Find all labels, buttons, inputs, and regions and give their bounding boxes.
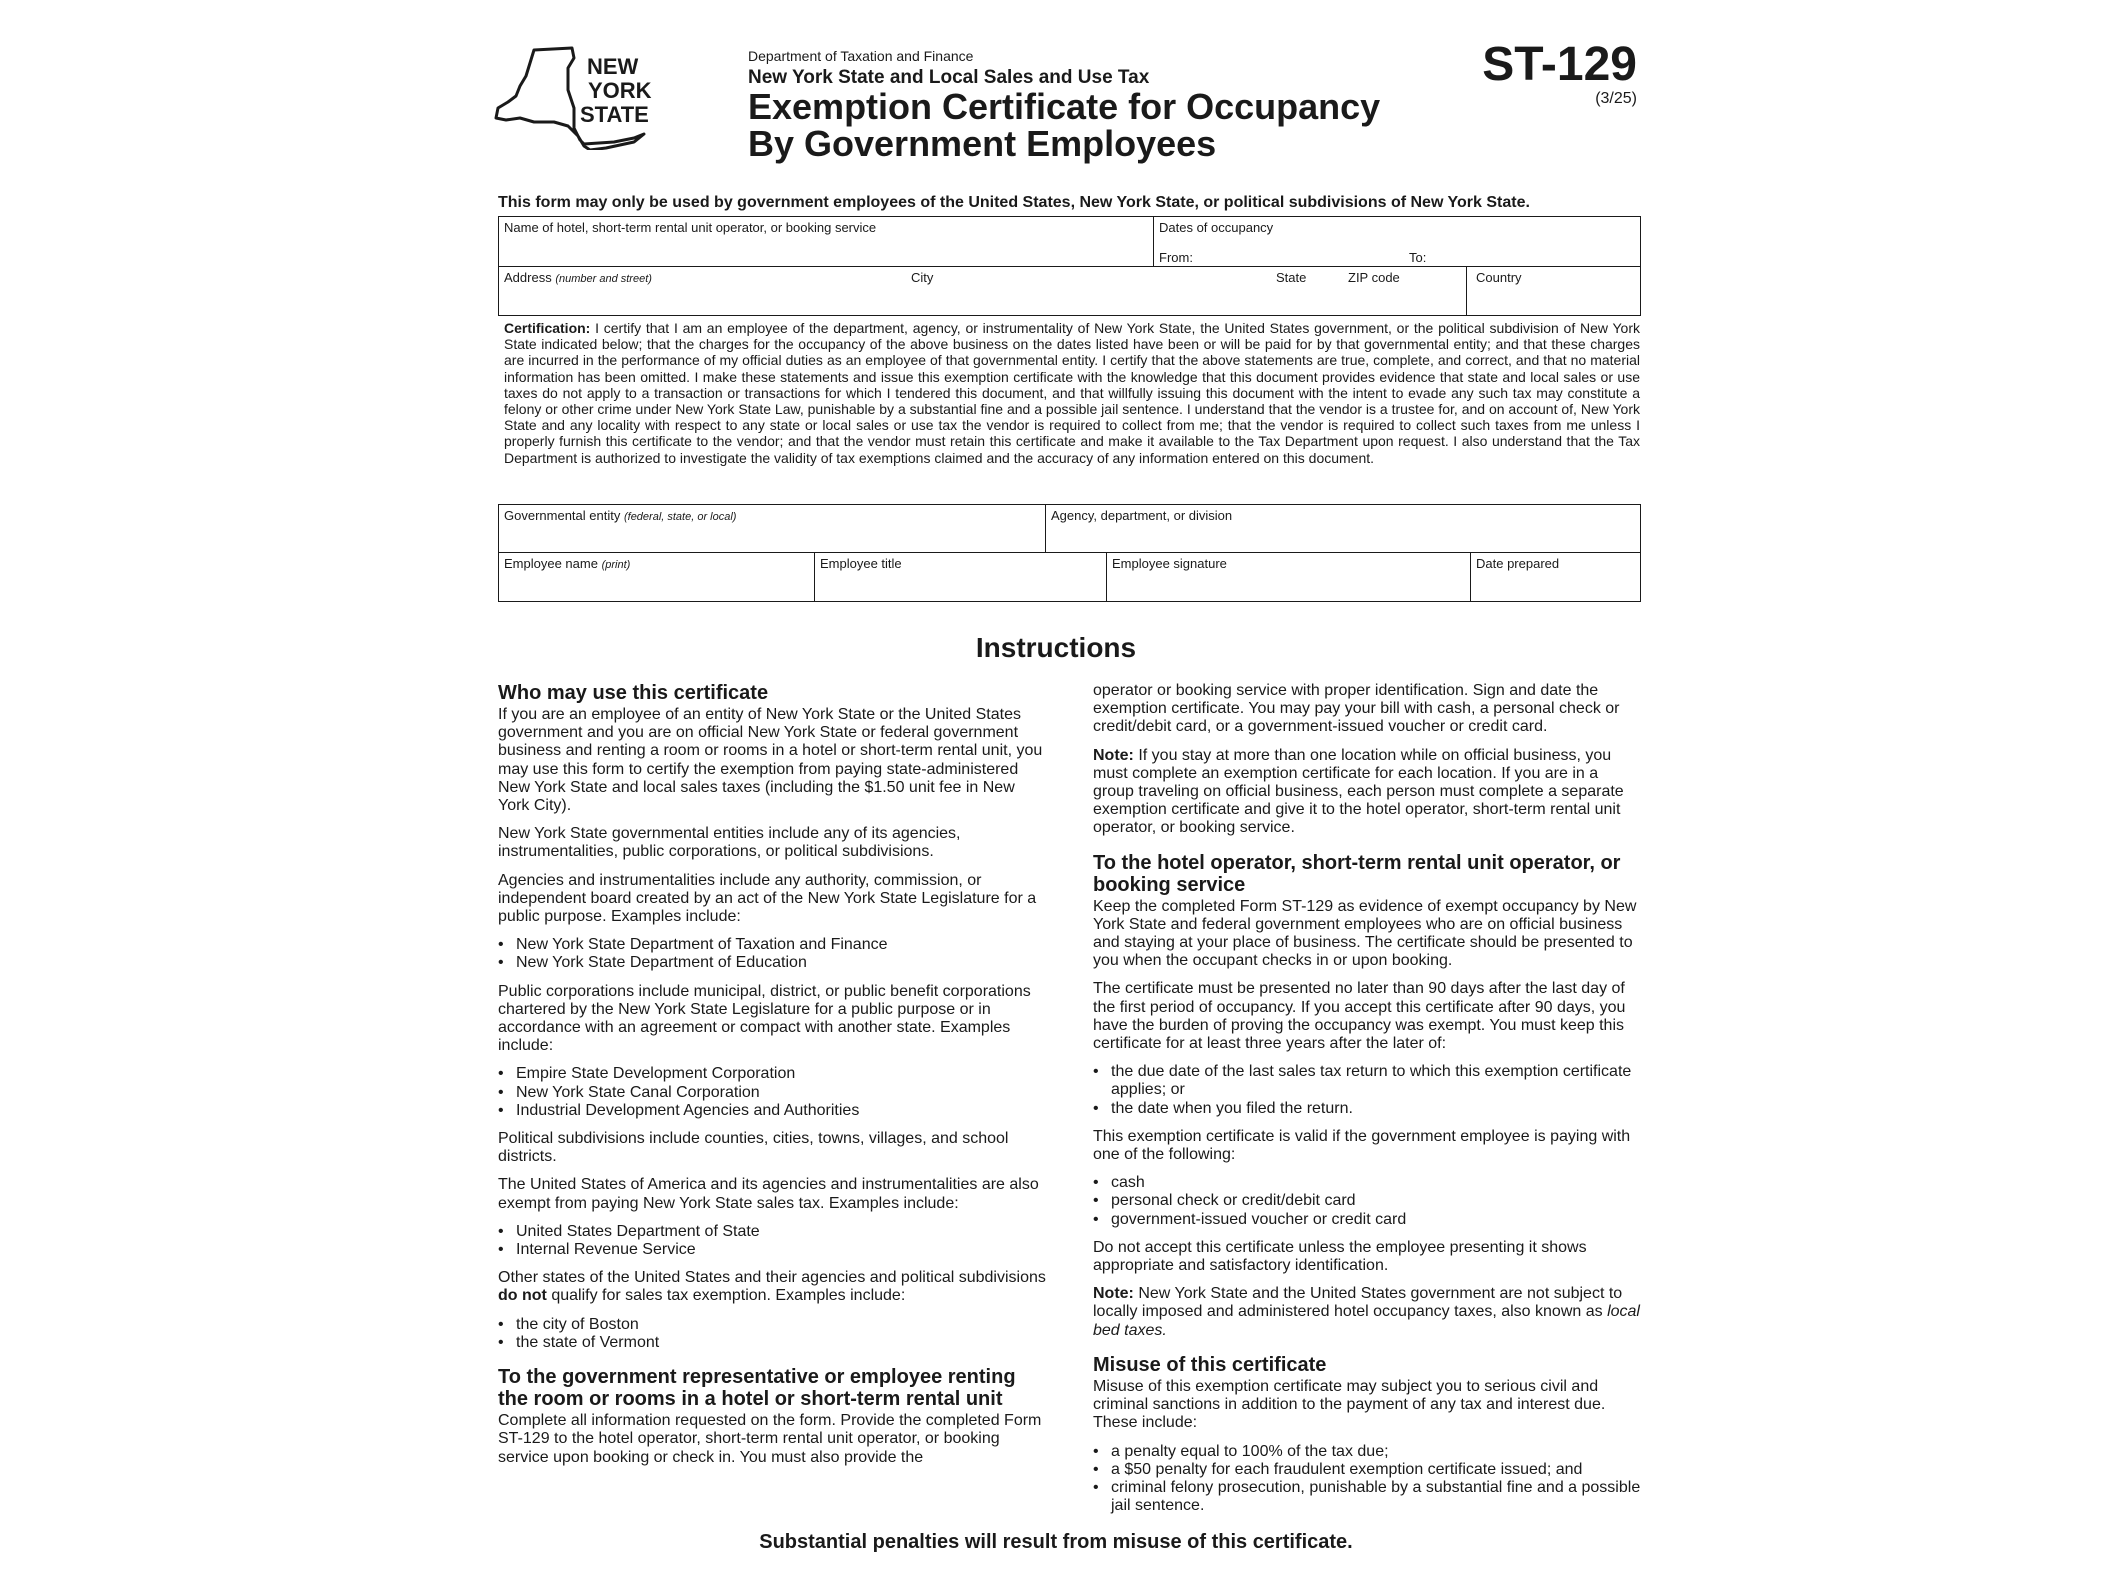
hotel-name-field[interactable]: Name of hotel, short-term rental unit operator, or booking service xyxy=(504,220,877,235)
misuse-penalties-list xyxy=(1093,1443,1641,1516)
date-to-field[interactable]: To: xyxy=(1409,250,1427,265)
logo-word-2: YORK xyxy=(588,78,652,103)
divider-line xyxy=(498,266,1641,267)
address-field[interactable] xyxy=(504,270,652,285)
address-label: Address xyxy=(504,270,552,285)
date-prepared-field[interactable]: Date prepared xyxy=(1476,556,1560,571)
who-paragraph: Agencies and instrumentalities include any authority, commission, or independent board created by an act of the New York State Legislature for a public purpose. Examples include: xyxy=(498,871,1037,926)
note-label: Note: xyxy=(1093,746,1134,764)
hotel-paragraph: This exemption certificate is valid if the government employee is paying with one of the following: xyxy=(1093,1127,1631,1164)
state-field[interactable]: State xyxy=(1276,270,1307,285)
governmental-entity-field[interactable] xyxy=(504,508,736,523)
hotel-paragraph: Do not accept this certificate unless the employee presenting it shows appropriate and satisfactory identification. xyxy=(1093,1238,1587,1275)
divider-line xyxy=(1153,216,1154,266)
agency-examples-list xyxy=(498,936,1046,972)
gov-entity-hint: (federal, state, or local) xyxy=(623,511,737,523)
form-number: ST-129 xyxy=(1482,38,1637,91)
list-item: • Internal Revenue Service xyxy=(498,1241,1046,1259)
penalty-footer: Substantial penalties will result from misuse of this certificate. xyxy=(759,1531,1353,1553)
form-revision: (3/25) xyxy=(1595,90,1637,107)
list-item: • criminal felony prosecution, punishable by a substantial fine and a possible jail sentence. xyxy=(1093,1479,1641,1515)
who-heading: Who may use this certificate xyxy=(498,682,769,704)
corporation-examples-list xyxy=(498,1065,1046,1120)
logo-word-1: NEW xyxy=(587,54,639,79)
certification-statement xyxy=(504,320,1640,466)
list-item: • New York State Canal Corporation xyxy=(498,1084,1046,1102)
list-item: • a penalty equal to 100% of the tax due; xyxy=(1093,1443,1641,1461)
federal-examples-list xyxy=(498,1223,1046,1259)
country-field[interactable]: Country xyxy=(1476,270,1522,285)
divider-line xyxy=(1045,504,1046,552)
who-paragraph: The United States of America and its agencies and instrumentalities are also exempt from paying New York State sales tax. Examples include: xyxy=(498,1176,1039,1212)
certification-text: I certify that I am an employee of the department, agency, or instrumentality of New York State, the United States government, or the political subdivision of New York State indicated below; that the charges for the occupancy of the above business on the dates listed have been or will be paid for by that governmental entity; and that these charges are incurred in the performance of my official duties as an employee of that governmental entity. I certify that the above statements are true, complete, and correct, and that no material information has been omitted. I make these statements and issue this exemption certificate with the knowledge that this document provides evidence that state and local sales or use taxes do not apply to a transaction or transactions for which I tendered this document, and that willfully issuing this document with the intent to evade any such tax may constitute a felony or other crime under New York State Law, punishable by a substantial fine and a possible jail sentence. I understand that the vendor is a trustee for, and on account of, New York State and any locality with respect to any state or local sales or use tax the vendor is required to collect from me; that the vendor is required to collect such taxes from me unless I properly furnish this certificate to the vendor; and that the vendor must retain this certificate and make it available to the Tax Department upon request. I also understand that the Tax Department is authorized to investigate the validity of tax exemptions claimed and the accuracy of any information entered on this document. xyxy=(504,320,1640,466)
dates-of-occupancy-label: Dates of occupancy xyxy=(1159,220,1274,235)
text-span: Other states of the United States and their agencies and political subdivisions xyxy=(498,1269,1046,1287)
representative-heading: To the government representative or employee renting the room or rooms in a hotel or short-term rental unit xyxy=(498,1366,1016,1411)
note-label: Note: xyxy=(1093,1285,1134,1303)
note-italic-text: local bed taxes. xyxy=(1093,1303,1640,1339)
list-item: • Empire State Development Corporation xyxy=(498,1065,1046,1083)
agency-field[interactable]: Agency, department, or division xyxy=(1051,508,1233,523)
list-item: • personal check or credit/debit card xyxy=(1093,1192,1641,1210)
instructions-title: Instructions xyxy=(975,632,1137,663)
gov-entity-label: Governmental entity xyxy=(504,508,621,523)
logo-word-3: STATE xyxy=(580,102,649,127)
text-span: qualify for sales tax exemption. Examples include: xyxy=(546,1287,906,1305)
employee-name-field[interactable] xyxy=(504,556,630,571)
who-paragraph: Political subdivisions include counties, cities, towns, villages, and school districts. xyxy=(498,1130,1009,1166)
who-paragraph xyxy=(498,1269,1046,1305)
list-item: • New York State Department of Taxation and Finance xyxy=(498,936,1046,954)
certification-heading: Certification: xyxy=(504,320,591,336)
divider-line xyxy=(1106,552,1107,602)
form-title-line-2: By Government Employees xyxy=(748,123,1217,164)
representative-continuation: operator or booking service with proper identification. Sign and date the exemption certificate. You may pay your bill with cash, a personal check or credit/debit card, or a government-issued voucher or credit card. xyxy=(1093,682,1620,736)
new-york-state-logo xyxy=(494,46,662,150)
who-paragraph: If you are an employee of an entity of New York State or the United States government and you are on official New York State or federal government business and renting a room or rooms in a hotel or short-term rental unit, you may use this form to certify the exemption from paying state-administered New York State and local sales taxes (including the $1.50 unit fee in New York City). xyxy=(498,706,1043,815)
date-from-field[interactable]: From: xyxy=(1159,250,1193,265)
misuse-heading: Misuse of this certificate xyxy=(1093,1353,1327,1376)
misuse-paragraph: Misuse of this exemption certificate may subject you to serious civil and criminal sanctions in addition to the payment of any tax and interest due. These include: xyxy=(1093,1377,1606,1432)
divider-line xyxy=(1466,266,1467,316)
list-item: • the date when you filed the return. xyxy=(1093,1100,1641,1118)
divider-line xyxy=(814,552,815,602)
non-qualifying-examples-list xyxy=(498,1316,1046,1352)
employee-title-field[interactable]: Employee title xyxy=(820,556,902,571)
list-item: • cash xyxy=(1093,1174,1641,1192)
list-item: • United States Department of State xyxy=(498,1223,1046,1241)
list-item: • a $50 penalty for each fraudulent exemption certificate issued; and xyxy=(1093,1461,1641,1479)
department-name: Department of Taxation and Finance xyxy=(748,48,974,64)
list-item: • government-issued voucher or credit card xyxy=(1093,1211,1641,1229)
representative-note xyxy=(1093,747,1641,838)
who-paragraph: Public corporations include municipal, district, or public benefit corporations chartered by the New York State Legislature for a public purpose or in accordance with an agreement or compact with another state. Examples include: xyxy=(498,982,1031,1055)
employee-signature-field[interactable]: Employee signature xyxy=(1112,556,1227,571)
employee-name-hint: (print) xyxy=(601,559,631,571)
hotel-note xyxy=(1093,1285,1641,1340)
city-field[interactable]: City xyxy=(911,270,934,285)
representative-paragraph: Complete all information requested on the form. Provide the completed Form ST-129 to the hotel operator, short-term rental unit operator, or booking service upon booking or check in. You must also provide the xyxy=(498,1412,1042,1466)
payment-methods-list xyxy=(1093,1174,1641,1229)
hotel-paragraph: The certificate must be presented no later than 90 days after the last day of the first period of occupancy. If you accept this certificate after 90 days, you have the burden of proving the occupancy was exempt. You must keep this certificate for at least three years after the later of: xyxy=(1093,980,1626,1053)
zip-code-field[interactable]: ZIP code xyxy=(1348,270,1400,285)
hotel-paragraph: Keep the completed Form ST-129 as evidence of exempt occupancy by New York State and federal government employees who are on official business and staying at your place of business. The certificate should be presented to you when the occupant checks in or upon booking. xyxy=(1093,897,1637,970)
who-paragraph: New York State governmental entities include any of its agencies, instrumentalities, public corporations, or political subdivisions. xyxy=(498,825,961,861)
instructions-column-left xyxy=(498,682,1046,1477)
usage-note: This form may only be used by government employees of the United States, New York State, or political subdivisions of New York State. xyxy=(498,194,1530,211)
retention-list xyxy=(1093,1063,1641,1118)
list-item: • New York State Department of Education xyxy=(498,954,1046,972)
address-hint: (number and street) xyxy=(555,273,652,285)
emphasis-text: do not xyxy=(498,1287,547,1305)
form-title-line-1: Exemption Certificate for Occupancy xyxy=(748,86,1381,127)
note-text: New York State and the United States government are not subject to locally imposed and administered hotel occupancy taxes, also known as xyxy=(1093,1285,1623,1321)
note-text: If you stay at more than one location while on official business, you must complete an exemption certificate for each location. If you are in a group traveling on official business, each person must complete a separate exemption certificate and give it to the hotel operator, short-term rental unit operator, or booking service. xyxy=(1093,746,1624,837)
employee-name-label: Employee name xyxy=(504,556,598,571)
divider-line xyxy=(1470,552,1471,602)
hotel-operator-heading: To the hotel operator, short-term rental unit operator, or booking service xyxy=(1093,851,1621,896)
list-item: • the due date of the last sales tax return to which this exemption certificate applies; or xyxy=(1093,1063,1641,1099)
list-item: • the city of Boston xyxy=(498,1316,1046,1334)
instructions-column-right-content xyxy=(1093,682,1641,1525)
list-item: • the state of Vermont xyxy=(498,1334,1046,1352)
list-item: • Industrial Development Agencies and Authorities xyxy=(498,1102,1046,1120)
form-subtitle: New York State and Local Sales and Use Tax xyxy=(748,67,1150,88)
form-title xyxy=(748,88,1380,162)
